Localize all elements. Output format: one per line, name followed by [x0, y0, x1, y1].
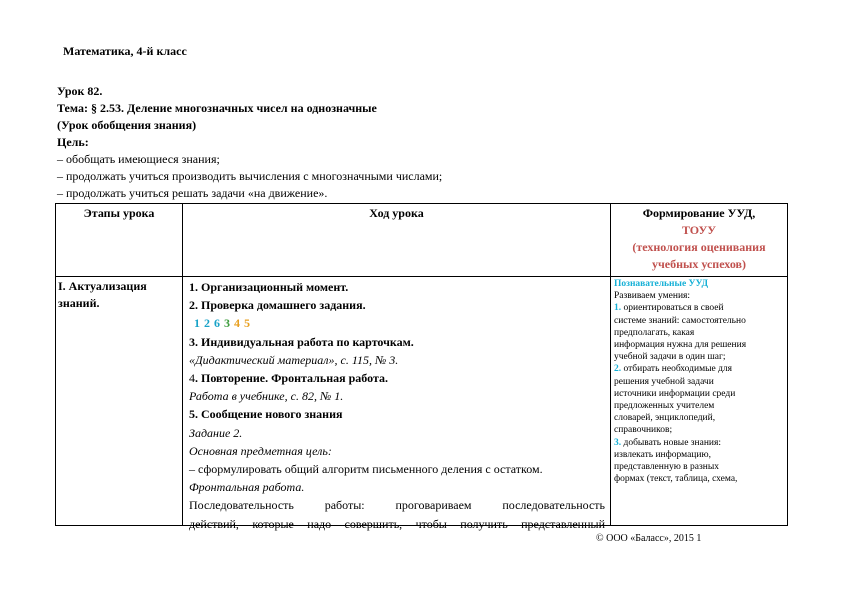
lesson-topic: Тема: § 2.53. Деление многозначных чисел на однозначные: [57, 101, 377, 115]
uud-item-line: справочников;: [614, 425, 673, 436]
goal-item: – продолжать учиться решать задачи «на движение».: [57, 186, 328, 200]
step-individual-work: 3. Индивидуальная работа по карточкам.: [189, 334, 414, 349]
task-label: Задание 2.: [189, 425, 243, 440]
uud-title: Познавательные УУД: [614, 279, 709, 289]
step-number: 4: [189, 371, 195, 386]
sequence-text-line: действий, которые надо совершить, чтобы получить представленный: [189, 516, 605, 531]
goal-item: – продолжать учиться производить вычисления с многозначными числами;: [57, 169, 443, 183]
lesson-type: (Урок обобщения знания): [57, 118, 197, 132]
step-individual-ref: «Дидактический материал», с. 115, № 3.: [189, 352, 399, 367]
table-header-divider: [55, 276, 788, 277]
step-new-knowledge: 5. Сообщение нового знания: [189, 407, 343, 422]
table-border-left: [55, 203, 56, 526]
uud-item-number: 3.: [614, 437, 622, 448]
homework-number: 6: [214, 316, 221, 331]
step-frontal-title: . Повторение. Фронтальная работа.: [195, 371, 389, 386]
header-uud-line1: Формирование УУД,: [642, 206, 756, 220]
course-cell: [189, 278, 605, 533]
uud-item-2: [614, 363, 784, 375]
step-frontal-ref: Работа в учебнике, с. 82, № 1.: [189, 389, 344, 404]
subject-goal-text: – сформулировать общий алгоритм письменного деления с остатком.: [189, 462, 543, 477]
stage-line: I. Актуализация: [58, 279, 147, 293]
uud-item-text: добывать новые знания:: [621, 437, 722, 448]
stage-line: знаний.: [58, 296, 100, 310]
uud-item-1: [614, 302, 784, 314]
uud-item-line: извлекать информацию,: [614, 449, 711, 460]
header-uud: [611, 205, 787, 273]
table-border-right: [787, 203, 788, 526]
subject-title: Математика, 4-й класс: [63, 44, 187, 58]
uud-item-line: решения учебной задачи: [614, 376, 714, 387]
goal-item: – обобщать имеющиеся знания;: [57, 152, 220, 166]
header-touu-desc: учебных успехов): [651, 257, 747, 271]
uud-item-line: учебной задачи в один шаг;: [614, 352, 726, 363]
uud-item-number: 1.: [614, 303, 622, 314]
table-border-top: [55, 203, 788, 204]
header-touu: ТОУУ: [681, 223, 717, 237]
uud-item-text: ориентироваться в своей: [621, 303, 724, 314]
homework-numbers: [189, 314, 605, 332]
step-frontal-review: [189, 369, 605, 387]
homework-number: 4: [234, 316, 241, 331]
uud-cell: [614, 278, 784, 485]
uud-item-line: представленную в разных: [614, 462, 719, 473]
homework-number: 5: [244, 316, 251, 331]
homework-number: 1: [194, 316, 201, 331]
copyright-footer: © ООО «Баласс», 2015 1: [596, 533, 702, 544]
homework-number: 2: [204, 316, 211, 331]
uud-item-line: системе знаний: самостоятельно: [614, 315, 746, 326]
uud-item-line: информация нужна для решения: [614, 340, 747, 351]
uud-item-number: 2.: [614, 364, 622, 375]
uud-item-line: формах (текст, таблица, схема,: [614, 474, 738, 485]
header-course: Ход урока: [369, 206, 424, 220]
step-org-moment: 1. Организационный момент.: [189, 280, 349, 294]
uud-item-3: [614, 437, 784, 449]
header-stages: Этапы урока: [83, 206, 155, 220]
uud-item-line: предполагать, какая: [614, 327, 695, 338]
uud-item-text: отбирать необходимые для: [621, 364, 733, 375]
subject-goal-label: Основная предметная цель:: [189, 443, 332, 458]
uud-intro: Развиваем умения:: [614, 291, 691, 302]
stage-cell: [58, 278, 180, 312]
homework-number: 3: [224, 316, 231, 331]
uud-item-line: предложенных учителем: [614, 401, 715, 412]
step-homework-check: 2. Проверка домашнего задания.: [189, 298, 366, 313]
goal-label: Цель:: [57, 135, 89, 149]
table-col-divider-1: [182, 203, 183, 526]
uud-item-line: словарей, энциклопедий,: [614, 413, 716, 424]
sequence-text-line: Последовательность работы: проговариваем последовательность: [189, 498, 605, 513]
header-touu-desc: (технология оценивания: [632, 240, 766, 254]
lesson-number: Урок 82.: [57, 84, 103, 98]
uud-item-line: источники информации среди: [614, 388, 736, 399]
frontal-work-label: Фронтальная работа.: [189, 480, 305, 495]
